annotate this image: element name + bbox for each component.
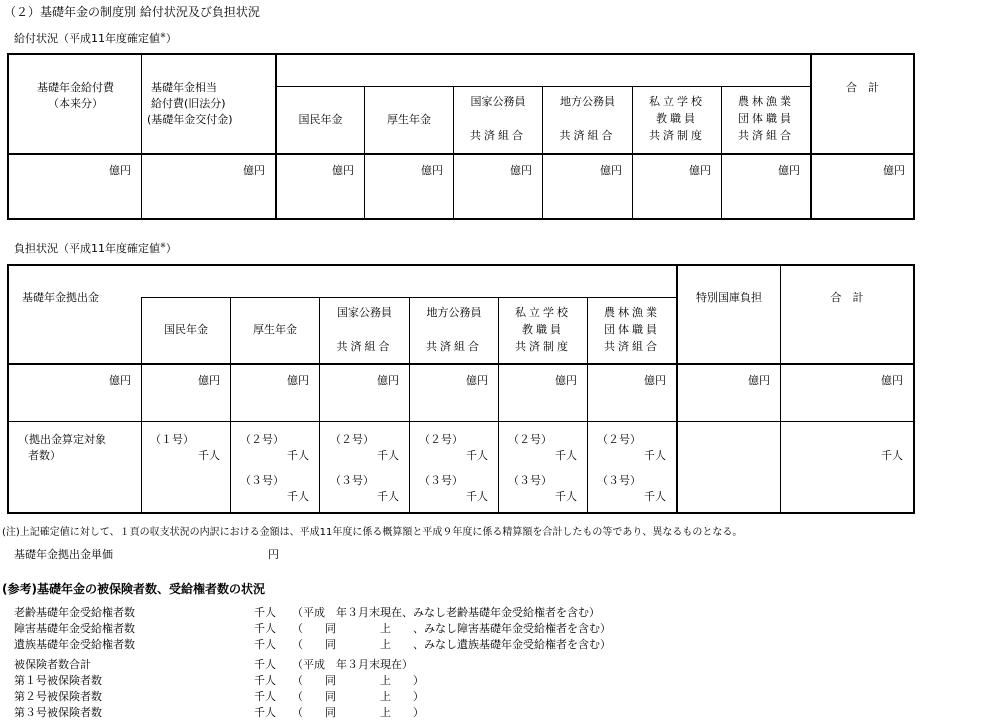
burden-unit-kokumin: 億円 [198,374,220,387]
header-norin-line3: 共済組合 [738,129,794,142]
reference-note: （ 同 上 、みなし遺族基礎年金受給権者を含む） [292,638,611,651]
header-kokka-line1: 国家公務員 [470,95,526,108]
burden-header-shiritsu-line3: 共済制度 [515,340,571,353]
burden-unit-total: 億円 [881,374,903,387]
header-soto-line1: 基礎年金相当 [151,81,217,94]
reference-unit: 千人 [254,690,276,703]
unit-kosei: 億円 [421,164,443,177]
reference-unit: 千人 [254,674,276,687]
burden-header-shiritsu-line1: 私立学校 [515,306,571,319]
header-kiso-line1: 基礎年金給付費 [37,81,114,94]
count-kosei-go2-unit: 千人 [287,449,309,462]
burden-unit-norin: 億円 [644,374,666,387]
count-kokka-go3: （３号） [330,474,374,487]
burden-unit-chiho: 億円 [466,374,488,387]
count-kokka-go2-unit: 千人 [377,449,399,462]
unit-kokumin: 億円 [332,164,354,177]
count-kosei-go2: （２号） [240,433,284,446]
reference-label: 被保険者数合計 [14,658,91,671]
reference-label: 障害基礎年金受給権者数 [14,622,135,635]
count-chiho-go3: （３号） [419,474,463,487]
burden-header-norin-line2: 団体職員 [604,323,660,336]
burden-header-kosei: 厚生年金 [253,323,297,336]
section-title: （２）基礎年金の制度別 給付状況及び負担状況 [4,5,260,19]
count-go1: （１号） [150,433,194,446]
reference-note: （平成 年３月末現在、みなし老齢基礎年金受給権者を含む） [292,606,600,619]
burden-unit-kosei: 億円 [287,374,309,387]
count-go1-unit: 千人 [198,449,220,462]
count-norin-go3: （３号） [597,474,641,487]
header-norin-line2: 団体職員 [738,112,794,125]
footnote: (注)上記確定値に対して、１頁の収支状況の内訳における金額は、平成11年度に係る概算額と平成９年度に係る精算額を合計したもの等であり、異なるものとなる。 [2,527,743,538]
reference-label: 老齢基礎年金受給権者数 [14,606,135,619]
burden-header-kokka-line2: 共済組合 [336,340,393,353]
reference-label: 第１号被保険者数 [14,674,102,687]
reference-unit: 千人 [254,658,276,671]
count-kokka-go3-unit: 千人 [377,490,399,503]
reference-note: （ 同 上 、みなし障害基礎年金受給権者を含む） [292,622,611,635]
header-chiho-line2: 共済組合 [559,129,616,142]
count-label-line1: （拠出金算定対象 [18,433,106,446]
count-total-unit: 千人 [881,449,903,462]
reference-unit: 千人 [254,638,276,651]
unit-norin: 億円 [778,164,800,177]
count-norin-go3-unit: 千人 [644,490,666,503]
count-shiritsu-go3-unit: 千人 [555,490,577,503]
burden-header-kiso: 基礎年金拠出金 [22,291,99,304]
burden-header-kokumin: 国民年金 [164,323,208,336]
burden-unit-kokka: 億円 [377,374,399,387]
header-soto-line3: (基礎年金交付金) [147,113,233,126]
burden-header-chiho-line1: 地方公務員 [426,306,482,319]
count-shiritsu-go3: （３号） [508,474,552,487]
header-kosei: 厚生年金 [387,113,431,126]
reference-label: 第３号被保険者数 [14,706,102,719]
header-shiritsu-line2: 教職員 [656,112,698,125]
header-kokka-line2: 共済組合 [470,129,526,142]
unit-kokka: 億円 [510,164,532,177]
header-kiso-line2: （本来分） [48,97,103,110]
unit-shiritsu: 億円 [689,164,711,177]
reference-note: （ 同 上 ） [292,690,424,703]
reference-unit: 千人 [254,622,276,635]
burden-title: 負担状況（平成11年度確定値※） [14,241,177,255]
burden-header-tokubetsu: 特別国庫負担 [696,291,762,304]
unit-chiho: 億円 [600,164,622,177]
reference-note: （ 同 上 ） [292,674,424,687]
unit-soto: 億円 [243,164,265,177]
burden-header-chiho-line2: 共済組合 [426,340,482,353]
header-norin-line1: 農林漁業 [738,95,794,108]
burden-unit-kiso: 億円 [109,374,131,387]
burden-header-kokka-line1: 国家公務員 [337,306,392,319]
count-chiho-go3-unit: 千人 [466,490,488,503]
unit-total: 億円 [883,164,905,177]
count-kosei-go3-unit: 千人 [287,490,309,503]
burden-header-shiritsu-line2: 教職員 [522,323,564,336]
reference-note: （ 同 上 ） [292,706,424,719]
unit-price-unit: 円 [268,548,279,561]
count-label-line2: 者数） [28,449,61,462]
header-kokumin: 国民年金 [298,113,343,126]
header-chiho-line1: 地方公務員 [560,95,615,108]
count-shiritsu-go2-unit: 千人 [555,449,577,462]
burden-unit-tokubetsu: 億円 [748,374,770,387]
reference-note: （平成 年３月末現在） [292,658,413,671]
burden-header-total: 合 計 [830,291,864,304]
reference-label: 第２号被保険者数 [14,690,102,703]
burden-unit-shiritsu: 億円 [555,374,577,387]
count-chiho-go2-unit: 千人 [466,449,488,462]
unit-kiso: 億円 [109,164,131,177]
header-total: 合 計 [846,81,879,94]
reference-unit: 千人 [254,606,276,619]
header-shiritsu-line3: 共済制度 [649,129,705,142]
header-soto-line2: 給付費(旧法分) [151,97,226,110]
reference-title: (参考)基礎年金の被保険者数、受給権者数の状況 [2,582,265,596]
count-chiho-go2: （２号） [419,433,463,446]
count-shiritsu-go2: （２号） [508,433,552,446]
header-shiritsu-line1: 私立学校 [649,95,705,108]
reference-label: 遺族基礎年金受給権者数 [14,638,135,651]
count-kokka-go2: （２号） [330,433,374,446]
unit-price-label: 基礎年金拠出金単価 [14,548,113,561]
count-norin-go2-unit: 千人 [644,449,666,462]
count-kosei-go3: （３号） [240,474,284,487]
count-norin-go2: （２号） [597,433,641,446]
benefit-title: 給付状況（平成11年度確定値※） [14,31,177,45]
burden-header-norin-line3: 共済組合 [604,340,660,353]
burden-header-norin-line1: 農林漁業 [604,306,660,319]
reference-unit: 千人 [254,706,276,719]
